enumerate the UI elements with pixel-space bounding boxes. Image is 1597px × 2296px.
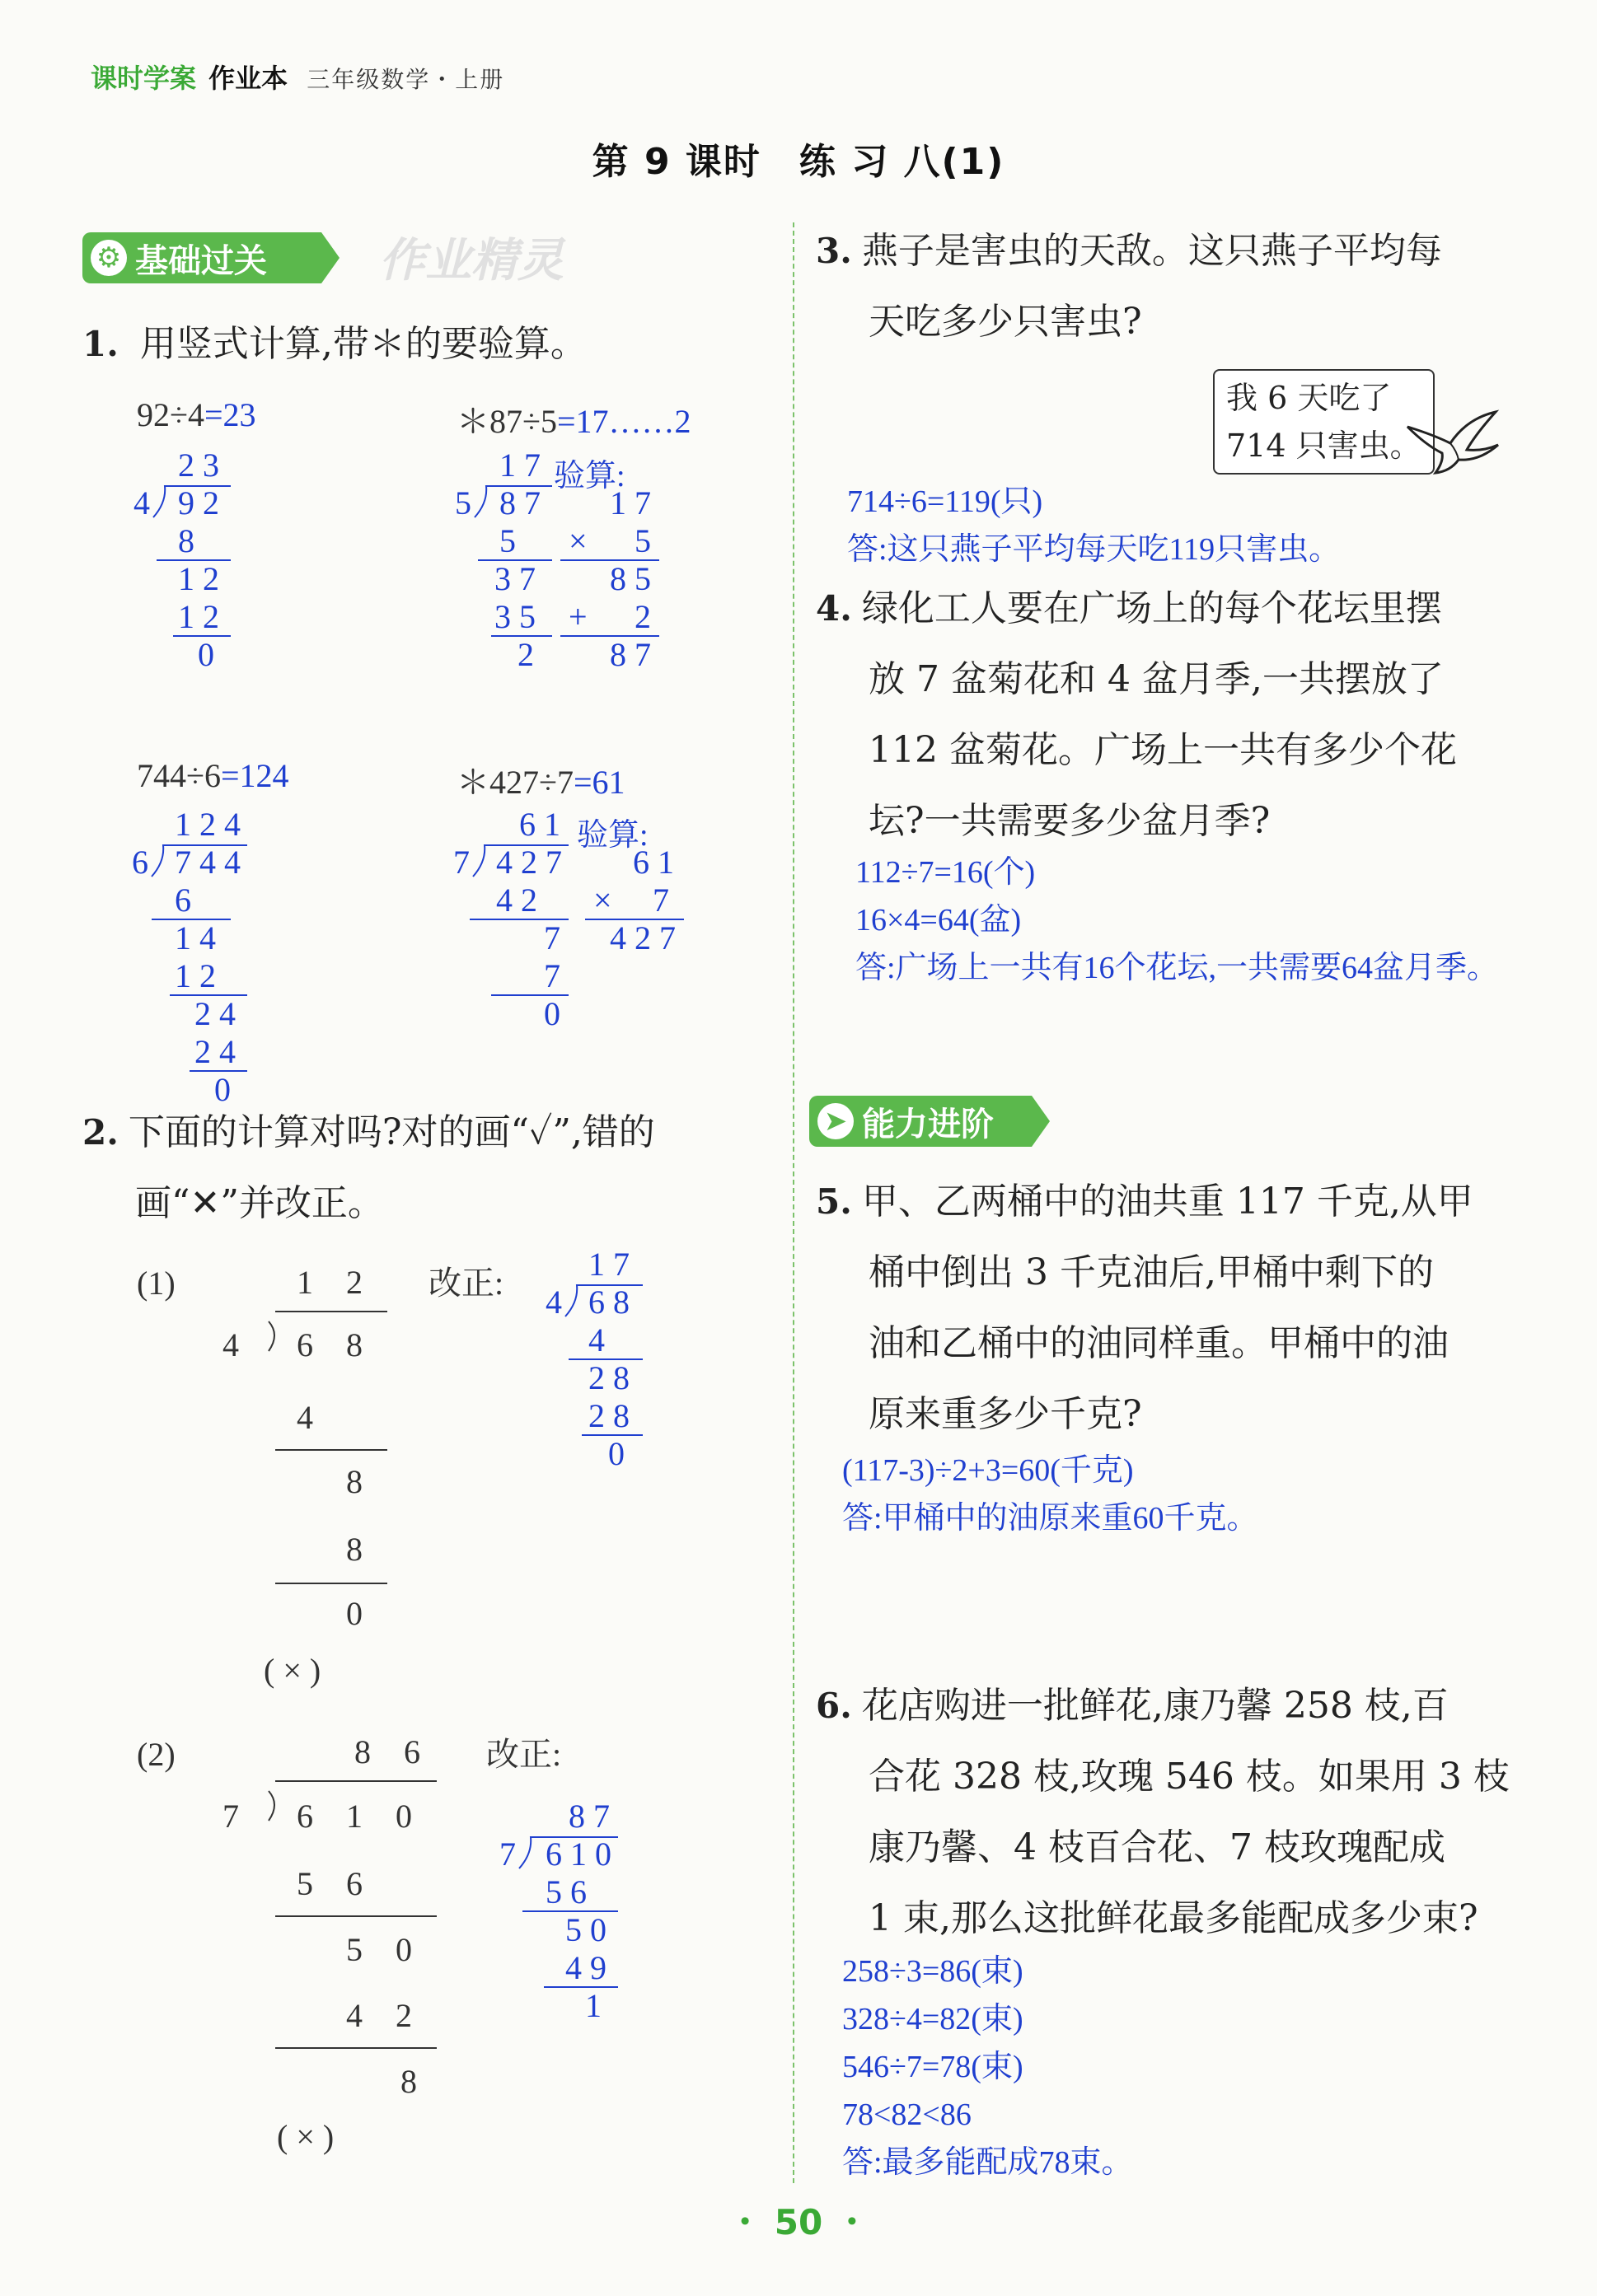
q1a-expression (137, 395, 256, 434)
svg-text:×: × (569, 522, 588, 559)
q1d-result: =61 (573, 764, 625, 801)
q5-answer (842, 1447, 1258, 1542)
svg-text:5 6: 5 6 (297, 1865, 363, 1902)
q3-ans1: 714÷6=119(只) (847, 484, 1043, 519)
section-advanced-label: 能力进阶 (862, 1105, 994, 1143)
svg-text:4: 4 (222, 1326, 239, 1363)
q4-line4: 坛?一共需要多少盆月季? (869, 800, 1271, 842)
q6-number: 6. (816, 1686, 852, 1726)
q1-text (82, 309, 587, 380)
svg-text:1: 1 (585, 1987, 602, 2024)
q1b-expr: ＊87÷5 (457, 403, 557, 440)
q4-ans1: 112÷7=16(个) (855, 855, 1036, 890)
q6-ans4: 78<82<86 (842, 2097, 972, 2132)
svg-text:7: 7 (453, 844, 470, 881)
q2-p1-label: (1) (137, 1265, 176, 1302)
q6-ans2: 328÷4=82(束) (842, 2002, 1023, 2036)
svg-text:2 8: 2 8 (588, 1397, 630, 1434)
q3-number: 3. (816, 231, 852, 271)
q2-mark1: ( × ) (264, 1652, 321, 1689)
svg-text:2: 2 (518, 636, 534, 673)
section-advanced (809, 1096, 1050, 1147)
svg-text:8 7: 8 7 (569, 1798, 610, 1835)
svg-text:8 7: 8 7 (610, 636, 651, 673)
q2-p1-correction (536, 1244, 700, 1491)
q2-fix-label-2: 改正: (486, 1736, 562, 1773)
q1c-long-division (124, 804, 288, 1117)
q4-ans2: 16×4=64(盆) (855, 903, 1022, 938)
q2-p2-correction (494, 1796, 659, 2043)
q1d-check-label: 验算: (577, 818, 649, 853)
svg-text:1 4: 1 4 (175, 919, 216, 956)
q1d-expression (457, 756, 625, 803)
svg-text:0: 0 (198, 636, 214, 673)
svg-text:4: 4 (133, 484, 150, 521)
svg-text:4 9: 4 9 (565, 1949, 606, 1986)
svg-text:4 2 7: 4 2 7 (496, 844, 562, 881)
svg-text:4 2 7: 4 2 7 (610, 919, 676, 956)
svg-text:5: 5 (635, 522, 651, 559)
q5-line3: 油和乙桶中的油同样重。甲桶中的油 (869, 1322, 1449, 1364)
brand-green: 课时学案 (91, 63, 197, 94)
q6-line4: 1 束,那么这批鲜花最多能配成多少束? (869, 1897, 1478, 1939)
q1c-result: =124 (220, 757, 289, 794)
q1c-expr: 744÷6 (137, 757, 221, 794)
svg-text:6 1 0: 6 1 0 (546, 1835, 611, 1873)
q5-number: 5. (816, 1181, 852, 1222)
svg-text:5 6: 5 6 (546, 1873, 587, 1910)
q3-answer (847, 478, 1340, 573)
q4-line1: 绿化工人要在广场上的每个花坛里摆 (861, 587, 1442, 629)
q6-answer (842, 1948, 1133, 2186)
q1b-long-division (445, 445, 692, 684)
q1a-long-division (124, 445, 288, 684)
column-divider (793, 222, 794, 2183)
q2-p2-label: (2) (137, 1736, 176, 1773)
lesson-title: 第 9 课时 练 习 八(1) (592, 141, 1005, 183)
svg-text:7: 7 (544, 957, 560, 994)
q5-text (816, 1167, 1473, 1450)
svg-text:0: 0 (608, 1435, 625, 1472)
q5-line4: 原来重多少千克? (869, 1393, 1142, 1435)
svg-text:4 2: 4 2 (496, 881, 537, 919)
banner-arrow-2 (1032, 1096, 1050, 1147)
header-subtitle: 三年级数学・上册 (307, 66, 505, 93)
svg-text:2 4: 2 4 (194, 1033, 236, 1070)
svg-text:6 1: 6 1 (519, 806, 560, 843)
svg-text:0: 0 (346, 1595, 363, 1632)
svg-text:6: 6 (132, 844, 148, 881)
q2-line2: 画“✕”并改正。 (135, 1182, 384, 1224)
svg-text:8: 8 (178, 522, 194, 559)
svg-text:×: × (593, 881, 612, 919)
q6-line2: 合花 328 枝,玫瑰 546 枝。如果用 3 枝 (869, 1756, 1510, 1798)
q5-line2: 桶中倒出 3 千克油后,甲桶中剩下的 (869, 1251, 1434, 1293)
q5-ans1: (117-3)÷2+3=60(千克) (842, 1453, 1134, 1488)
svg-text:8 6: 8 6 (354, 1733, 420, 1770)
q1b-check-label: 验算: (554, 459, 625, 493)
svg-text:6 8: 6 8 (297, 1326, 363, 1363)
swallow-icon (1401, 402, 1500, 476)
svg-text:8 5: 8 5 (610, 560, 651, 597)
svg-text:1 2: 1 2 (297, 1264, 363, 1301)
svg-text:1 7: 1 7 (610, 484, 651, 521)
q1c-expression (137, 756, 289, 795)
q1a-expr: 92÷4 (137, 396, 204, 433)
svg-text:3 7: 3 7 (494, 560, 536, 597)
svg-text:3 5: 3 5 (494, 598, 536, 635)
q2-number: 2. (82, 1112, 119, 1153)
svg-text:5: 5 (455, 484, 471, 521)
q3-line2: 天吃多少只害虫? (869, 301, 1142, 343)
svg-text:7: 7 (499, 1835, 516, 1873)
q1-number: 1. (82, 324, 119, 364)
svg-text:6 8: 6 8 (588, 1284, 630, 1321)
svg-text:+: + (569, 598, 588, 635)
q3-ans2: 答:这只燕子平均每天吃119只害虫。 (847, 532, 1341, 567)
q2-p1-division (206, 1252, 404, 1664)
svg-text:9 2: 9 2 (178, 484, 219, 521)
banner-arrow (321, 232, 340, 283)
q1a-result: =23 (204, 396, 256, 433)
svg-text:4: 4 (546, 1284, 562, 1321)
svg-text:0: 0 (544, 995, 560, 1032)
gear-icon: ⚙ (91, 240, 127, 276)
q4-answer (855, 849, 1498, 992)
q4-line3: 112 盆菊花。广场上一共有多少个花 (869, 729, 1457, 771)
svg-text:5 0: 5 0 (346, 1931, 412, 1968)
svg-text:1 7: 1 7 (499, 447, 541, 484)
q6-ans1: 258÷3=86(束) (842, 1954, 1023, 1989)
q1b-expression (457, 395, 691, 442)
dot-left: ・ (728, 2202, 763, 2242)
q2-mark2: ( × ) (277, 2118, 335, 2155)
q5-line1: 甲、乙两桶中的油共重 117 千克,从甲 (861, 1181, 1473, 1223)
q6-text (816, 1671, 1510, 1954)
svg-text:8: 8 (400, 2063, 417, 2100)
svg-text:4: 4 (588, 1321, 605, 1358)
q1d-expr: ＊427÷7 (457, 764, 574, 801)
svg-text:1 2 4: 1 2 4 (175, 806, 241, 843)
svg-text:7: 7 (653, 881, 669, 919)
dot-right: ・ (834, 2202, 869, 2242)
q4-line2: 放 7 盆菊花和 4 盆月季,一共摆放了 (869, 658, 1444, 700)
svg-text:5 0: 5 0 (565, 1911, 606, 1948)
q6-line1: 花店购进一批鲜花,康乃馨 258 枝,百 (861, 1685, 1449, 1727)
page-number: 50 (774, 2202, 823, 2242)
svg-text:1 2: 1 2 (178, 598, 219, 635)
bubble-line1: 我 6 天吃了 (1226, 380, 1392, 416)
svg-text:8: 8 (346, 1531, 363, 1568)
section-basic (82, 232, 340, 283)
q4-ans3: 答:广场上一共有16个花坛,一共需要64盆月季。 (855, 951, 1499, 985)
svg-text:4: 4 (297, 1399, 313, 1436)
svg-text:1 2: 1 2 (175, 957, 216, 994)
svg-text:2 8: 2 8 (588, 1359, 630, 1396)
svg-text:5: 5 (499, 522, 516, 559)
svg-text:6 1 0: 6 1 0 (297, 1798, 412, 1835)
watermark: 作业精灵 (379, 234, 564, 288)
runner-icon: ➤ (817, 1103, 854, 1139)
brand-black: 作业本 (208, 63, 288, 94)
q4-text (816, 573, 1457, 857)
header (91, 58, 504, 96)
svg-text:8: 8 (346, 1463, 363, 1500)
section-basic-label: 基础过关 (135, 241, 267, 280)
q6-ans3: 546÷7=78(束) (842, 2050, 1023, 2084)
q3-line1: 燕子是害虫的天敌。这只燕子平均每 (861, 230, 1442, 272)
svg-text:2: 2 (635, 598, 651, 635)
svg-text:1 2: 1 2 (178, 560, 219, 597)
q2-text (82, 1097, 655, 1239)
svg-text:7: 7 (544, 919, 560, 956)
q6-ans5: 答:最多能配成78束。 (842, 2145, 1133, 2180)
svg-text:4 2: 4 2 (346, 1997, 412, 2034)
bubble-line2: 714 只害虫。 (1226, 428, 1421, 464)
q2-p2-division (206, 1725, 453, 2121)
q3-text (816, 216, 1442, 358)
q1b-result: =17……2 (556, 403, 691, 440)
svg-text:7: 7 (222, 1798, 239, 1835)
svg-text:1 7: 1 7 (588, 1246, 630, 1283)
q1-prompt: 用竖式计算,带＊的要验算。 (139, 323, 587, 365)
svg-text:2 3: 2 3 (178, 447, 219, 484)
q1d-long-division (445, 804, 709, 1043)
q2-line1: 下面的计算对吗?对的画“✓”,错的 (128, 1111, 655, 1153)
q5-ans2: 答:甲桶中的油原来重60千克。 (842, 1501, 1258, 1536)
page-number-row (0, 2195, 1597, 2245)
svg-text:0: 0 (214, 1071, 231, 1108)
svg-text:6 1: 6 1 (633, 844, 674, 881)
svg-text:6: 6 (175, 881, 191, 919)
q4-number: 4. (816, 588, 852, 629)
svg-text:8 7: 8 7 (499, 484, 541, 521)
q2-fix-label-1: 改正: (429, 1265, 504, 1302)
q6-line3: 康乃馨、4 枝百合花、7 枝玫瑰配成 (869, 1826, 1445, 1868)
svg-text:7 4 4: 7 4 4 (175, 844, 241, 881)
svg-text:2 4: 2 4 (194, 995, 236, 1032)
